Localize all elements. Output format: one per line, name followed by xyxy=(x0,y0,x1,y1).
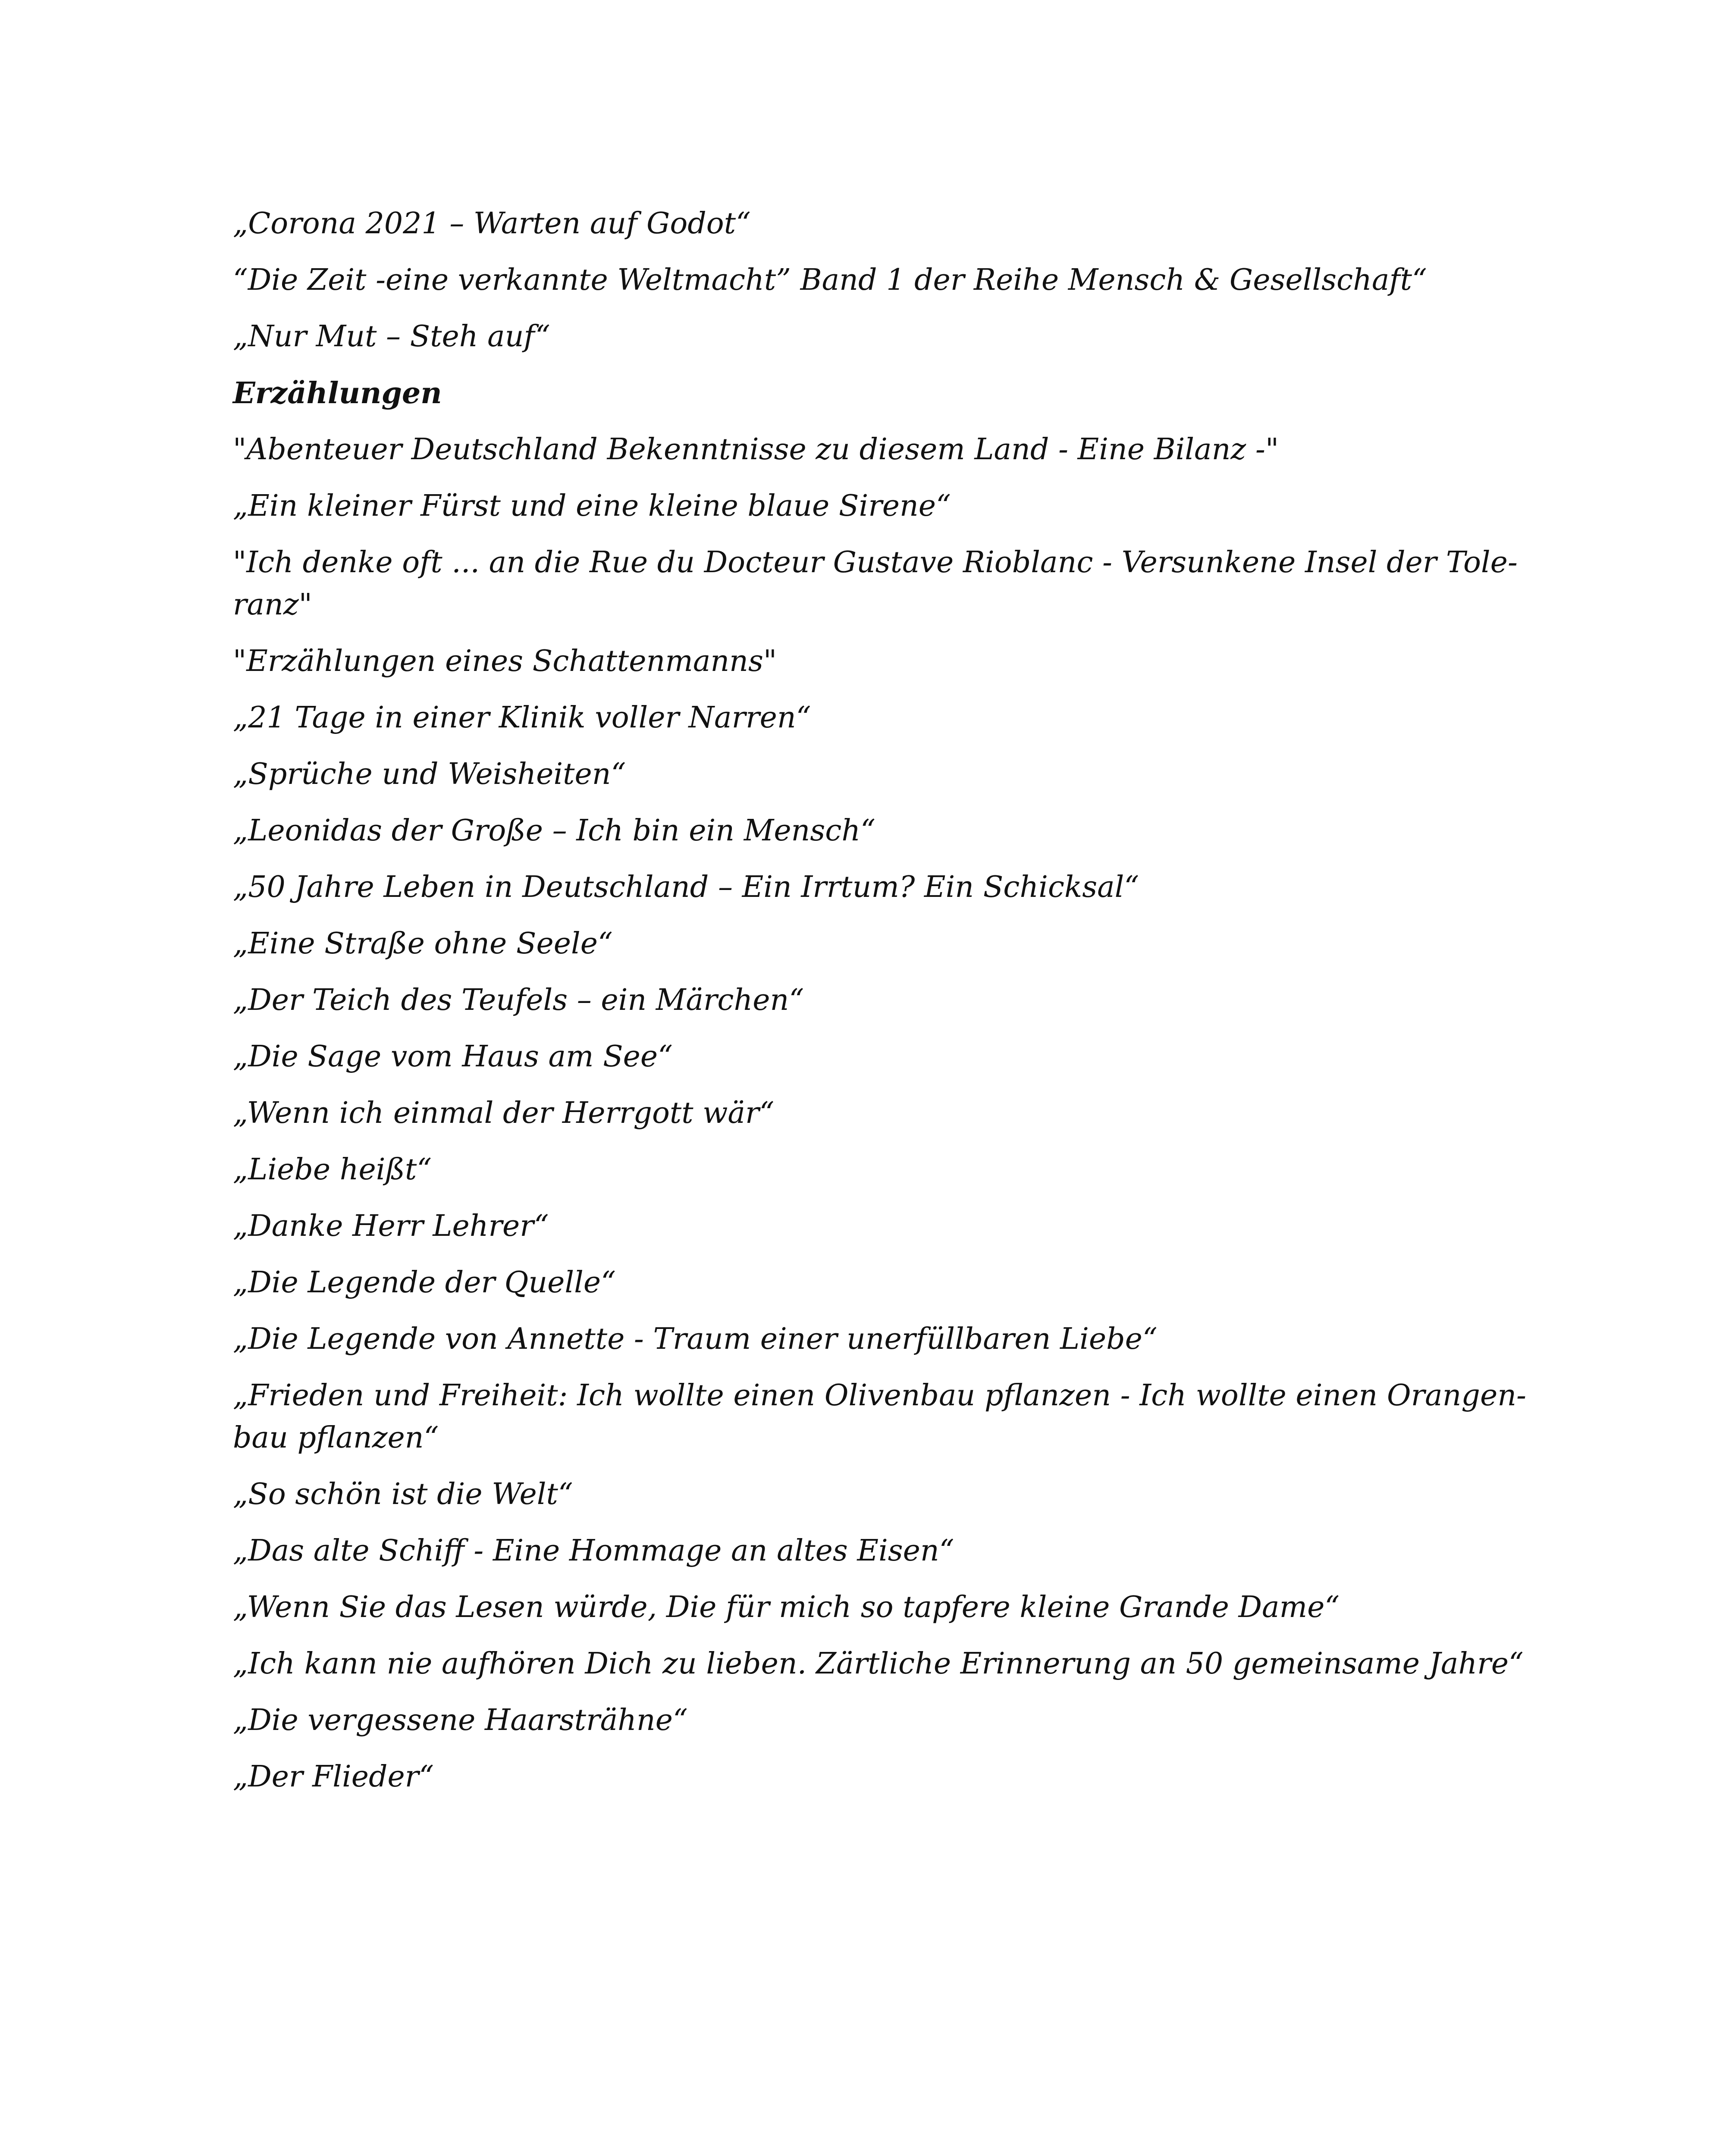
list-item-text: „Wenn Sie das Lesen würde, Die für mich so tapfere kleine Grande Dame“ xyxy=(233,1590,1340,1624)
list-item xyxy=(233,753,1509,796)
list-item: „Corona 2021 – Warten auf Godot“ xyxy=(233,207,751,241)
list-item-text-continued: ranz" xyxy=(233,588,312,622)
list-item-text: „Eine Straße ohne Seele“ xyxy=(233,927,613,961)
list-item xyxy=(233,1643,1524,1685)
list-item-text: "Erzählungen eines Schattenmanns" xyxy=(233,644,777,678)
list-item xyxy=(233,979,1509,1022)
list-item xyxy=(233,1318,1509,1360)
list-item xyxy=(233,485,1509,527)
list-item xyxy=(233,1092,1509,1134)
list-item xyxy=(233,1530,1509,1572)
list-item-text: „Danke Herr Lehrer“ xyxy=(233,1209,549,1243)
list-item-text: "Abenteuer Deutschland Bekenntnisse zu diesem Land - Eine Bilanz -" xyxy=(233,432,1279,467)
list-item xyxy=(233,923,1509,965)
list-item xyxy=(233,429,1509,471)
list-item-text-continued: bau pflanzen“ xyxy=(233,1421,439,1455)
list-item xyxy=(233,810,1509,852)
list-item xyxy=(233,1586,1509,1629)
list-item xyxy=(233,1375,1526,1459)
list-item xyxy=(233,1205,1509,1247)
list-item-text: „50 Jahre Leben in Deutschland – Ein Irrtum? Ein Schicksal“ xyxy=(233,870,1139,904)
list-item xyxy=(233,1149,1509,1191)
title-list xyxy=(233,203,1526,1812)
list-item xyxy=(233,1699,1509,1742)
list-item xyxy=(233,1756,1509,1798)
list-item xyxy=(233,866,1509,909)
list-item-text: „Die Sage vom Haus am See“ xyxy=(233,1040,673,1074)
list-item-text: „Der Teich des Teufels – ein Märchen“ xyxy=(233,983,804,1017)
list-item-text: „Ein kleiner Fürst und eine kleine blaue Sirene“ xyxy=(233,489,951,523)
list-item xyxy=(233,640,1509,683)
list-item-text: „Die vergessene Haarsträhne“ xyxy=(233,1703,688,1737)
list-item-text: „So schön ist die Welt“ xyxy=(233,1477,573,1511)
list-item xyxy=(233,1473,1509,1516)
list-item xyxy=(233,697,1509,739)
list-item-text: „Die Legende von Annette - Traum einer unerfüllbaren Liebe“ xyxy=(233,1322,1158,1356)
list-item-text: „Wenn ich einmal der Herrgott wär“ xyxy=(233,1096,775,1130)
list-item-text: „Das alte Schiff - Eine Hommage an altes Eisen“ xyxy=(233,1534,954,1568)
list-item xyxy=(233,1262,1509,1304)
list-item: „Nur Mut – Steh auf“ xyxy=(233,320,550,354)
list-item: “Die Zeit -eine verkannte Weltmacht” Band 1 der Reihe Mensch & Gesellschaft“ xyxy=(233,263,1427,297)
list-item-text: „Sprüche und Weisheiten“ xyxy=(233,757,626,791)
section-heading: Erzählungen xyxy=(233,376,442,411)
list-item-text: "Ich denke oft ... an die Rue du Docteur Gustave Rioblanc - Versunkene Insel der Tole- xyxy=(233,545,1518,580)
list-item xyxy=(233,1036,1509,1078)
list-item-text: „Die Legende der Quelle“ xyxy=(233,1266,616,1300)
list-item xyxy=(233,542,1518,626)
list-item-text: „21 Tage in einer Klinik voller Narren“ xyxy=(233,701,811,735)
list-item-text: „Liebe heißt“ xyxy=(233,1153,432,1187)
list-item-text: „Der Flieder“ xyxy=(233,1760,434,1794)
list-item-text: „Leonidas der Große – Ich bin ein Mensch“ xyxy=(233,814,875,848)
list-item-text: „Frieden und Freiheit: Ich wollte einen Olivenbau pflanzen - Ich wollte einen Orangen- xyxy=(233,1379,1526,1413)
list-item-text: „Ich kann nie aufhören Dich zu lieben. Zärtliche Erinnerung an 50 gemeinsame Jahre“ xyxy=(233,1647,1524,1681)
